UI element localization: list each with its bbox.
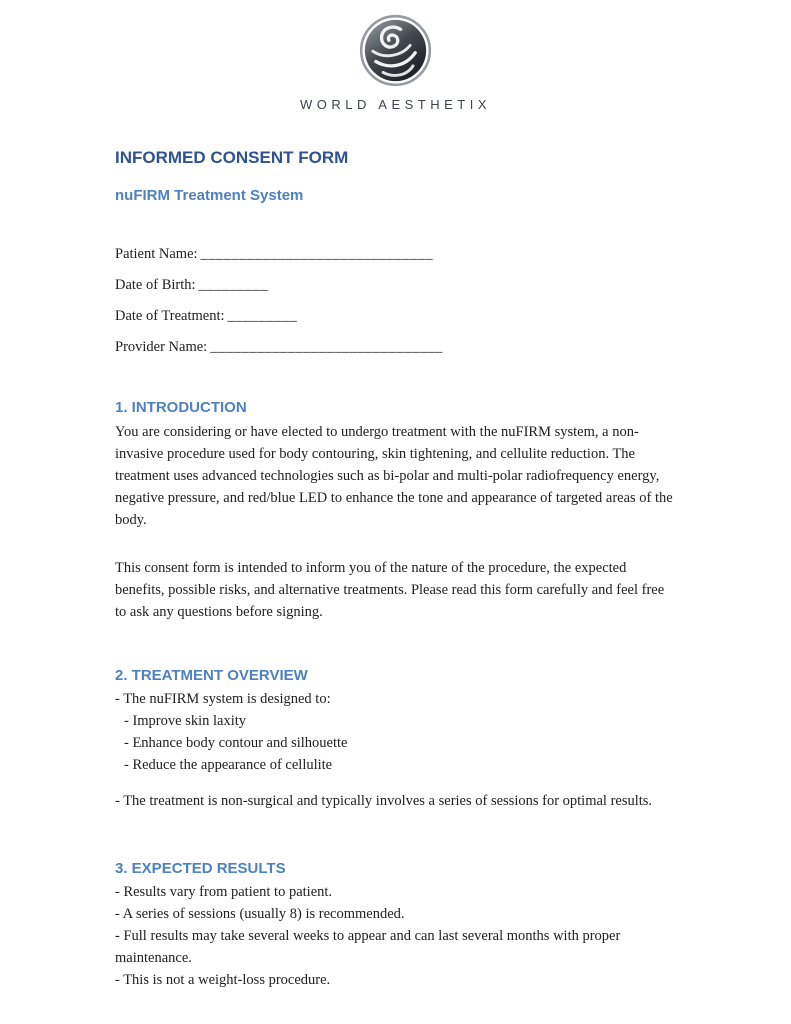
section-introduction: [115, 399, 677, 623]
section-introduction-heading: 1. INTRODUCTION: [115, 399, 247, 416]
field-patient-name-label: Patient Name:: [115, 246, 198, 262]
brand-name: WORLD AESTHETIX: [299, 97, 492, 112]
list-item: - Improve skin laxity: [124, 713, 247, 729]
field-patient-name-blank: ______________________________: [200, 246, 434, 262]
field-date-of-treatment: [115, 306, 677, 326]
field-provider-name: [115, 337, 677, 357]
sphere-swirl-logo-icon: [359, 14, 432, 87]
list-item: - Enhance body contour and silhouette: [124, 735, 348, 751]
list-item: - This is not a weight-loss procedure.: [115, 972, 331, 988]
field-date-of-birth: [115, 275, 677, 295]
list-item: - Full results may take several weeks to appear and can last several months with proper maintenance.: [115, 928, 621, 966]
list-item: - The treatment is non-surgical and typically involves a series of sessions for optimal results.: [115, 793, 653, 809]
brand-header: [0, 0, 791, 112]
page-title: INFORMED CONSENT FORM: [115, 148, 349, 167]
list-item: - Reduce the appearance of cellulite: [124, 757, 333, 773]
section-treatment-overview: [115, 667, 677, 812]
document-subtitle: nuFIRM Treatment System: [115, 187, 304, 204]
document-body: [115, 148, 677, 991]
section-expected-results-heading: 3. EXPECTED RESULTS: [115, 860, 286, 877]
list-item: - Results vary from patient to patient.: [115, 884, 333, 900]
field-provider-name-label: Provider Name:: [115, 339, 208, 355]
field-date-of-treatment-blank: _________: [227, 308, 298, 324]
section-expected-results: [115, 860, 677, 991]
field-patient-name: [115, 244, 677, 264]
field-date-of-birth-blank: _________: [198, 277, 269, 293]
introduction-paragraph: You are considering or have elected to undergo treatment with the nuFIRM system, a non-invasive procedure used for body contouring, skin tightening, and cellulite reduction. The treatment uses advanced technologies such as bi-polar and multi-polar radiofrequency energy, negative pressure, and red/blue LED to enhance the tone and appearance of targeted areas of the body.: [115, 424, 673, 528]
section-treatment-overview-heading: 2. TREATMENT OVERVIEW: [115, 667, 308, 684]
list-item: - The nuFIRM system is designed to:: [115, 691, 331, 707]
field-date-of-treatment-label: Date of Treatment:: [115, 308, 225, 324]
introduction-paragraph: This consent form is intended to inform you of the nature of the procedure, the expected benefits, possible risks, and alternative treatments. Please read this form carefully and feel free to ask any questions before signing.: [115, 560, 665, 620]
patient-info-fields: [115, 244, 677, 357]
field-date-of-birth-label: Date of Birth:: [115, 277, 196, 293]
list-item: - A series of sessions (usually 8) is recommended.: [115, 906, 405, 922]
field-provider-name-blank: ______________________________: [210, 339, 443, 355]
